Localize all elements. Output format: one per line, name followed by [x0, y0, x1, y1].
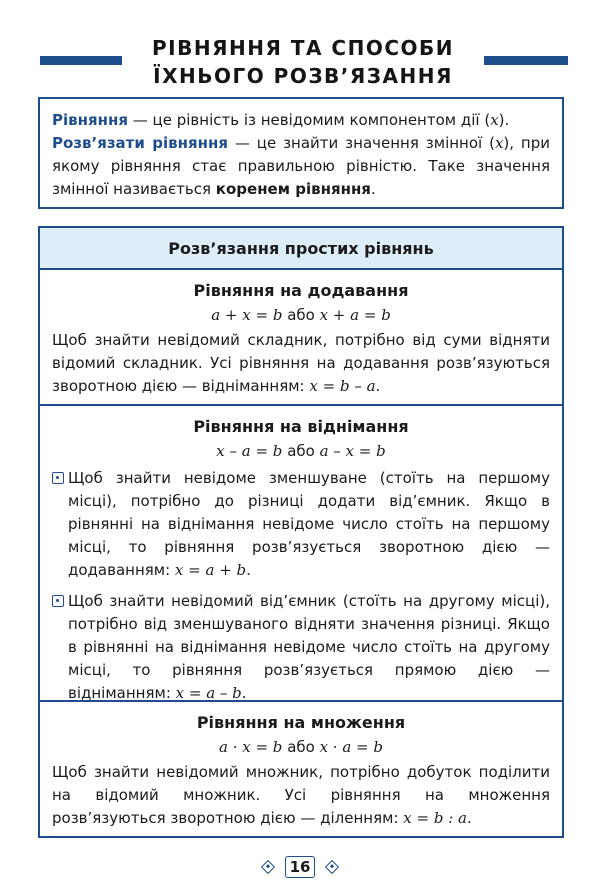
subtraction-formula-b: a – x = b	[319, 442, 386, 460]
addition-formula	[52, 303, 550, 329]
multiplication-text	[52, 761, 550, 830]
subtraction-bullet-1-result: x = a + b	[174, 561, 247, 579]
page-number-area	[0, 856, 600, 880]
definition-text-3-end: .	[370, 180, 376, 198]
term-solve-equation: Розв’язати рівняння	[52, 134, 228, 152]
multiplication-section	[40, 702, 562, 830]
multiplication-result: x = b : a	[403, 809, 467, 827]
simple-equations-box	[38, 226, 564, 838]
multiplication-formula-a: a · x = b	[219, 738, 283, 756]
addition-title: Рівняння на додавання	[193, 281, 409, 300]
title-decor-bar-left	[40, 56, 122, 65]
subtraction-bullet-2-result: x = a – b	[175, 684, 242, 702]
term-equation: Рівняння	[52, 111, 128, 129]
title-decor-bar-right	[484, 56, 568, 65]
title-area	[0, 34, 600, 94]
subtraction-bullet-2-text: Щоб знайти невідомий від’ємник (стоїть на другому місці), потрібно від зменшуваного відняти значення різниці. Якщо в рівнянні на віднімання невідоме число стоїть на другому місці, то рівняння розв’язується прямою дією — відніманням:	[68, 592, 550, 702]
page-title-line-2: ЇХНЬОГО РОЗВ’ЯЗАННЯ	[153, 64, 453, 88]
addition-end: .	[375, 377, 381, 395]
multiplication-formula-b: x · a = b	[319, 738, 383, 756]
simple-equations-header: Розв’язання простих рівнянь	[40, 228, 562, 270]
definition-var-1: x	[490, 111, 499, 129]
addition-text	[52, 329, 550, 398]
page-number: 16	[285, 856, 316, 878]
subtraction-title: Рівняння на віднімання	[193, 417, 409, 436]
addition-result: x = b – a	[309, 377, 376, 395]
subtraction-bullet-1-end: .	[246, 561, 251, 579]
subtraction-bullet-subtrahend	[52, 590, 550, 705]
bullet-icon	[52, 595, 64, 607]
definition-box	[38, 97, 564, 209]
definition-var-2: x	[494, 134, 504, 152]
multiplication-title: Рівняння на множення	[196, 713, 406, 732]
addition-formula-a: a + x = b	[211, 306, 283, 324]
diamond-icon	[261, 860, 275, 874]
diamond-icon	[324, 860, 338, 874]
multiplication-formula-or: або	[282, 738, 320, 756]
term-root: коренем рівняння	[215, 180, 371, 198]
subtraction-formula	[52, 439, 550, 465]
multiplication-end: .	[466, 809, 472, 827]
page-title	[130, 34, 476, 90]
subtraction-formula-or: або	[282, 442, 320, 460]
subtraction-bullet-1-text: Щоб знайти невідоме зменшуване (стоїть на першому місці), потрібно до різниці додати від’ємник. Якщо в рівнянні на віднімання невідоме число стоїть на першому місці, то рівняння розв’язується зворотною дією — додаванням:	[68, 469, 550, 579]
multiplication-formula	[52, 735, 550, 761]
definition-text-1: — це рівність із невідомим компонентом дії (	[127, 111, 491, 129]
addition-section	[40, 270, 562, 406]
multiplication-rule: Щоб знайти невідомий множник, потрібно добуток поділити на відомий множник. Усі рівняння на множення розв’язуються зворотною дією — діленням:	[52, 763, 550, 827]
definition-text-1-end: ).	[498, 111, 510, 129]
definition-text-3: ), при якому рівняння стає правильною рівністю. Таке значення змінної називається	[52, 134, 550, 198]
subtraction-formula-a: x – a = b	[216, 442, 283, 460]
subtraction-bullet-2-end: .	[241, 684, 247, 702]
definition-text-2: — це знайти значення змінної (	[227, 134, 495, 152]
subtraction-section	[40, 406, 562, 702]
addition-rule: Щоб знайти невідомий складник, потрібно від суми відняти відомий складник. Усі рівняння на додавання розв’язуються зворотною дією — відніманням:	[52, 331, 550, 395]
bullet-icon	[52, 472, 64, 484]
addition-formula-or: або	[282, 306, 320, 324]
subtraction-bullet-minuend	[52, 467, 550, 582]
page-title-line-1: РІВНЯННЯ ТА СПОСОБИ	[152, 36, 454, 60]
addition-formula-b: x + a = b	[319, 306, 391, 324]
